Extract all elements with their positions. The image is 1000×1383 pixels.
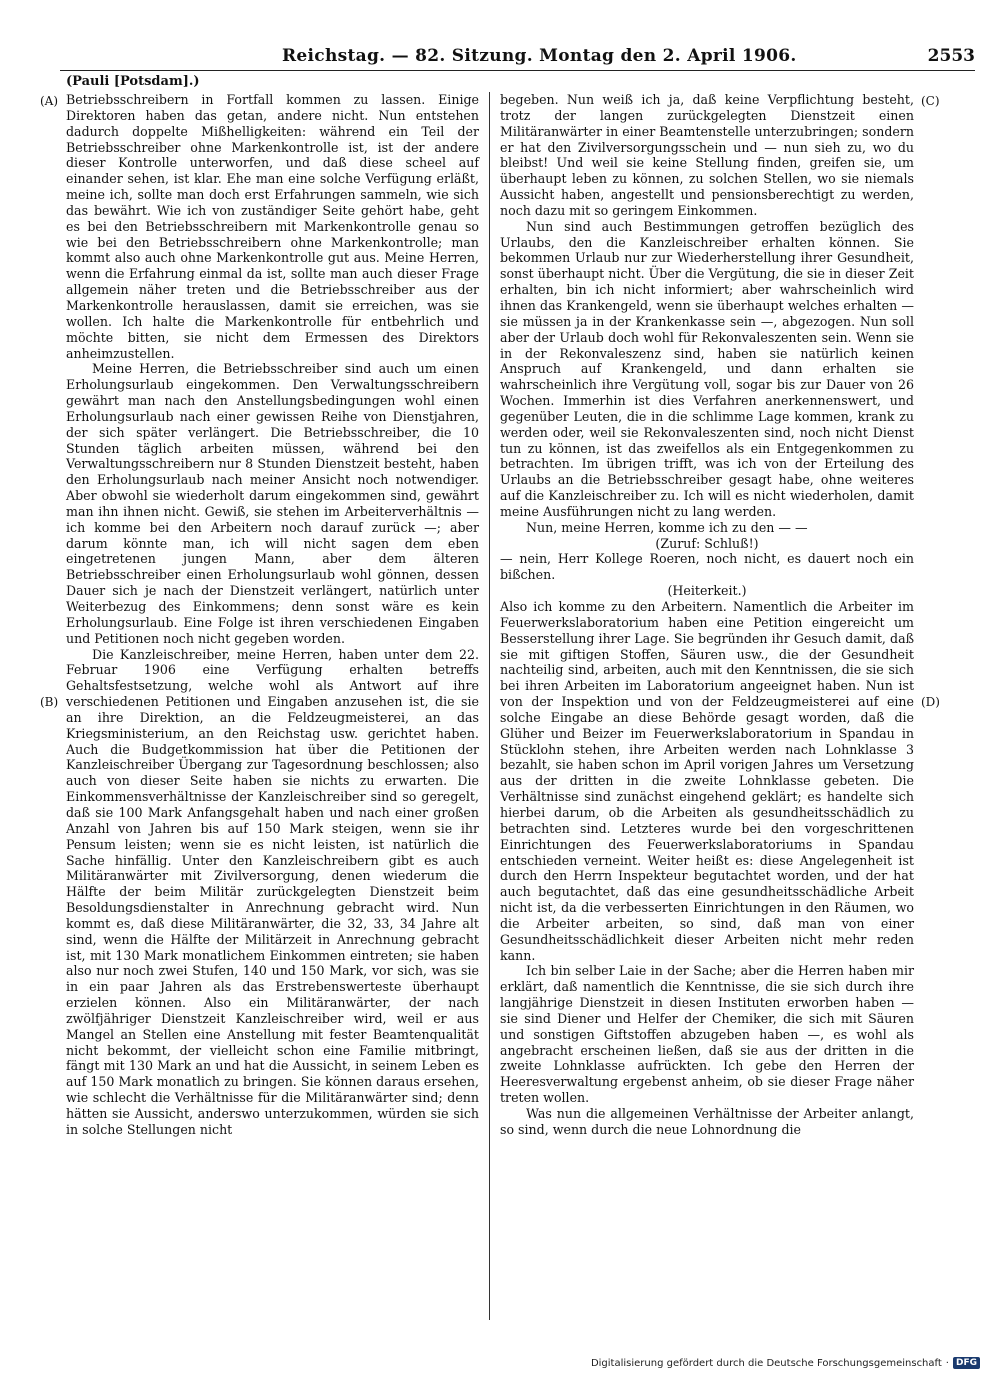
footer-text: Digitalisierung gefördert durch die Deutsche Forschungsgemeinschaft [590, 1357, 942, 1369]
page-number: 2553 [927, 46, 975, 66]
paragraph: Nun sind auch Bestimmungen getroffen bezüglich des Urlaubs, den die Kanzleischreiber erhalten können. Sie bekommen Urlaub nur zur Wiederherstellung ihrer Gesundheit, sonst überhaupt nicht. Über die Vergütung, die sie in dieser Zeit erhalten, bin ich nicht informiert; aber wahrscheinlich wird ihnen das Krankengeld, wenn sie überhaupt welches erhalten — sie müssen ja in der Krankenkasse sein —, abgezogen. Nun soll aber der Urlaub doch wohl für Rekonvaleszenten sein. Wenn sie in der Rekonvaleszenz sind, haben sie natürlich keinen Anspruch auf Krankengeld, und dann erhalten sie wahrscheinlich ihre Vergütung voll, sogar bis zur Dauer von 26 Wochen. Immerhin ist dies Verfahren anerkennenswert, und gegenüber Leuten, die in die schlimme Lage kommen, krank zu werden oder, weil sie Rekonvaleszenten sind, noch nicht Dienst tun zu können, ist das zweifellos als ein Entgegenkommen zu betrachten. Im übrigen trifft, was ich von der Erteilung des Urlaubs an die Betriebsschreiber gesagt habe, ohne weiteres auf die Kanzleischreiber zu. Ich will es nicht wiederholen, damit meine Ausführungen nicht zu lang werden. [500, 218, 914, 519]
margin-mark-a: (A) [40, 94, 59, 108]
paragraph: begeben. Nun weiß ich ja, daß keine Verpflichtung besteht, trotz der langen zurückgelegten Dienstzeit einen Militäranwärter in einer Beamtenstelle unterzubringen; sondern er hat den Zivilversorgungsschein und — nun sieh zu, wo du bleibst! Und weil sie keine Stellung finden, greifen sie, um überhaupt leben zu können, zu solchen Stellen, wo sie niemals Aussicht haben, angestellt und pensionsberechtigt zu werden, noch dazu mit so geringem Einkommen. [500, 92, 914, 218]
digitization-footer [591, 1357, 980, 1369]
page-title: Reichstag. — 82. Sitzung. Montag den 2. April 1906. [282, 46, 797, 66]
paragraph: Also ich komme zu den Arbeitern. Namentlich die Arbeiter im Feuerwerkslaboratorium haben eine Petition eingereicht um Besserstellung ihrer Lage. Sie begründen ihr Gesuch damit, daß sie mit giftigen Stoffen, Säuren usw., die der Gesundheit nachteilig sind, arbeiten, auch mit den Kenntnissen, die sie sich bei ihren Arbeiten im Laboratorium angeeignet haben. Nun ist von der Inspektion und von der Feldzeugmeisterei auf eine solche Eingabe an diese Behörde gesagt worden, daß die Glüher und Beizer im Feuerwerkslaboratorium in Spandau in Stücklohn stehen, ihre Arbeiten werden nach Lohnklasse 3 bezahlt, sie haben schon im April vorigen Jahres um Versetzung aus der dritten in die zweite Lohnklasse gebeten. Die Verhältnisse sind zunächst eingehend geklärt; es handelte sich hierbei darum, ob die Arbeiten als gesundheitsschädlich zu betrachten sind. Letzteres wurde bei den vorgeschrittenen Einrichtungen des Feuerwerkslaboratoriums in Spandau entschieden verneint. Weiter heißt es: diese Angelegenheit ist durch den Herrn Inspekteur begutachtet worden, und der hat auch begutachtet, daß das eine gesundheitsschädliche Arbeit nicht ist, da die verbesserten Einrichtungen in den Räumen, wo die Arbeiter arbeiten, so sind, daß man von einer Gesundheitsschädlichkeit dieser Arbeiten nicht mehr reden kann. [500, 599, 914, 963]
left-column [66, 92, 479, 1138]
interjection: (Zuruf: Schluß!) [655, 535, 759, 551]
paragraph: Nun, meine Herren, komme ich zu den — — [526, 519, 808, 535]
paragraph: Die Kanzleischreiber, meine Herren, haben unter dem 22. Februar 1906 eine Verfügung erhalten betreffs Gehaltsfestsetzung, welche wohl als Antwort auf ihre verschiedenen Petitionen und Eingaben anzusehen ist, die sie an ihre Direktion, an die Feldzeugmeisterei, an das Kriegsministerium, an den Reichstag usw. gerichtet haben. Auch die Budgetkommission hat über die Petitionen der Kanzleischreiber Übergang zur Tagesordnung beschlossen; also auch von dieser Seite haben sie nichts zu erwarten. Die Einkommensverhältnisse der Kanzleischreiber sind so geregelt, daß sie 100 Mark Anfangsgehalt haben und nach einer großen Anzahl von Jahren bis auf 150 Mark steigen, wenn sie ihr Pensum leisten; wenn sie es nicht leisten, ist natürlich die Sache hinfällig. Unter den Kanzleischreibern gibt es auch Militäranwärter mit Zivilversorgung, denen wiederum die Hälfte der beim Militär zurückgelegten Dienstzeit beim Besoldungsdienstalter in Anrechnung gebracht wird. Nun kommt es, daß diese Militäranwärter, die 32, 33, 34 Jahre alt sind, wenn die Hälfte der Militärzeit in Anrechnung gebracht ist, mit 130 Mark monatlichem Einkommen eintreten; sie haben also nur noch zwei Stufen, 140 und 150 Mark, vor sich, was sie in ein paar Jahren als das Erstrebenswerteste überhaupt erzielen können. Also ein Militäranwärter, der nach zwölfjähriger Dienstzeit Kanzleischreiber wird, weil er aus Mangel an Stellen eine Anstellung mit fester Beamtenqualität nicht bekommt, der vielleicht schon eine Familie mitbringt, fängt mit 130 Mark an und hat die Aussicht, in seinem Leben es auf 150 Mark monatlich zu bringen. Sie können daraus ersehen, wie schlecht die Verhältnisse für die Militäranwärter sind; denn hätten sie Aussicht, anderswo unterzukommen, würden sie sich in solche Stellungen nicht [66, 646, 479, 1137]
margin-mark-d: (D) [921, 695, 940, 709]
paragraph: — nein, Herr Kollege Roeren, noch nicht, es dauert noch ein bißchen. [500, 551, 914, 583]
right-column [500, 92, 914, 1138]
header-rule [60, 70, 975, 71]
paragraph: Was nun die allgemeinen Verhältnisse der Arbeiter anlangt, so sind, wenn durch die neue Lohnordnung die [500, 1106, 914, 1137]
column-divider [489, 92, 490, 1320]
margin-mark-c: (C) [921, 94, 940, 108]
margin-mark-b: (B) [40, 695, 59, 709]
footer-separator: · [945, 1357, 949, 1369]
paragraph: Ich bin selber Laie in der Sache; aber die Herren haben mir erklärt, daß namentlich die Kenntnisse, die sie sich durch ihre langjährige Dienstzeit in diesen Instituten erworben haben — sie sind Diener und Helfer der Chemiker, die sich mit Säuren und sonstigen Giftstoffen abzugeben haben —, es wohl als angebracht erscheinen ließen, daß sie aus der dritten in die zweite Lohnklasse aufrückten. Ich gebe den Herren der Heeresverwaltung ergebenst anheim, ob sie dieser Frage näher treten wollen. [500, 963, 914, 1106]
interjection: (Heiterkeit.) [667, 583, 747, 599]
page-header [60, 44, 975, 70]
speaker-name: (Pauli [Potsdam].) [66, 74, 200, 89]
paragraph: Meine Herren, die Betriebsschreiber sind auch um einen Erholungsurlaub eingekommen. Den Verwaltungsschreibern gewährt man nach den Anstellungsbedingungen wohl einen Erholungsurlaub nach einer gewissen Reihe von Dienstjahren, der sich später verlängert. Die Betriebsschreiber, die 10 Stunden täglich arbeiten müssen, während bei den Verwaltungsschreibern nur 8 Stunden Dienstzeit besteht, haben den Erholungsurlaub nach meiner Ansicht noch notwendiger. Aber obwohl sie wiederholt darum eingekommen sind, gewährt man ihn ihnen nicht. Gewiß, sie stehen im Arbeiterverhältnis — ich komme bei den Arbeitern noch darauf zurück —; aber darum könnte man, ich will nicht sagen dem eben eingetretenen jungen Mann, aber dem älteren Betriebsschreiber einen Erholungsurlaub wohl gönnen, dessen Dauer sich je nach der Dienstzeit verlängert, natürlich unter Weiterbezug des Einkommens; denn sonst wäre es kein Erholungsurlaub. Eine Folge ist ihren verschiedenen Eingaben und Petitionen noch nicht gegeben worden. [66, 361, 479, 646]
paragraph: Betriebsschreibern in Fortfall kommen zu lassen. Einige Direktoren haben das getan, andere nicht. Nun entstehen dadurch doppelte Mißhelligkeiten: während ein Teil der Betriebsschreiber ohne Markenkontrolle ist, ist der andere dieser Kontrolle unterworfen, und daß diese scheel auf einander sehen, ist klar. Ehe man eine solche Verfügung erläßt, meine ich, sollte man doch erst Erfahrungen sammeln, wie sich das bewährt. Wie ich von zuständiger Seite gehört habe, geht es bei den Betriebsschreibern mit Markenkontrolle genau so wie bei den Betriebsschreibern ohne Markenkontrolle; man kommt also auch ohne Markenkontrolle gut aus. Meine Herren, wenn die Erfahrung einmal da ist, sollte man auch dieser Frage allgemein näher treten und die Betriebsschreiber aus der Markenkontrolle herauslassen, damit sie erreichen, was sie wollen. Ich halte die Markenkontrolle für entbehrlich und möchte bitten, sie nicht dem Ermessen des Direktors anheimzustellen. [66, 92, 479, 361]
dfg-logo: DFG [953, 1357, 980, 1369]
